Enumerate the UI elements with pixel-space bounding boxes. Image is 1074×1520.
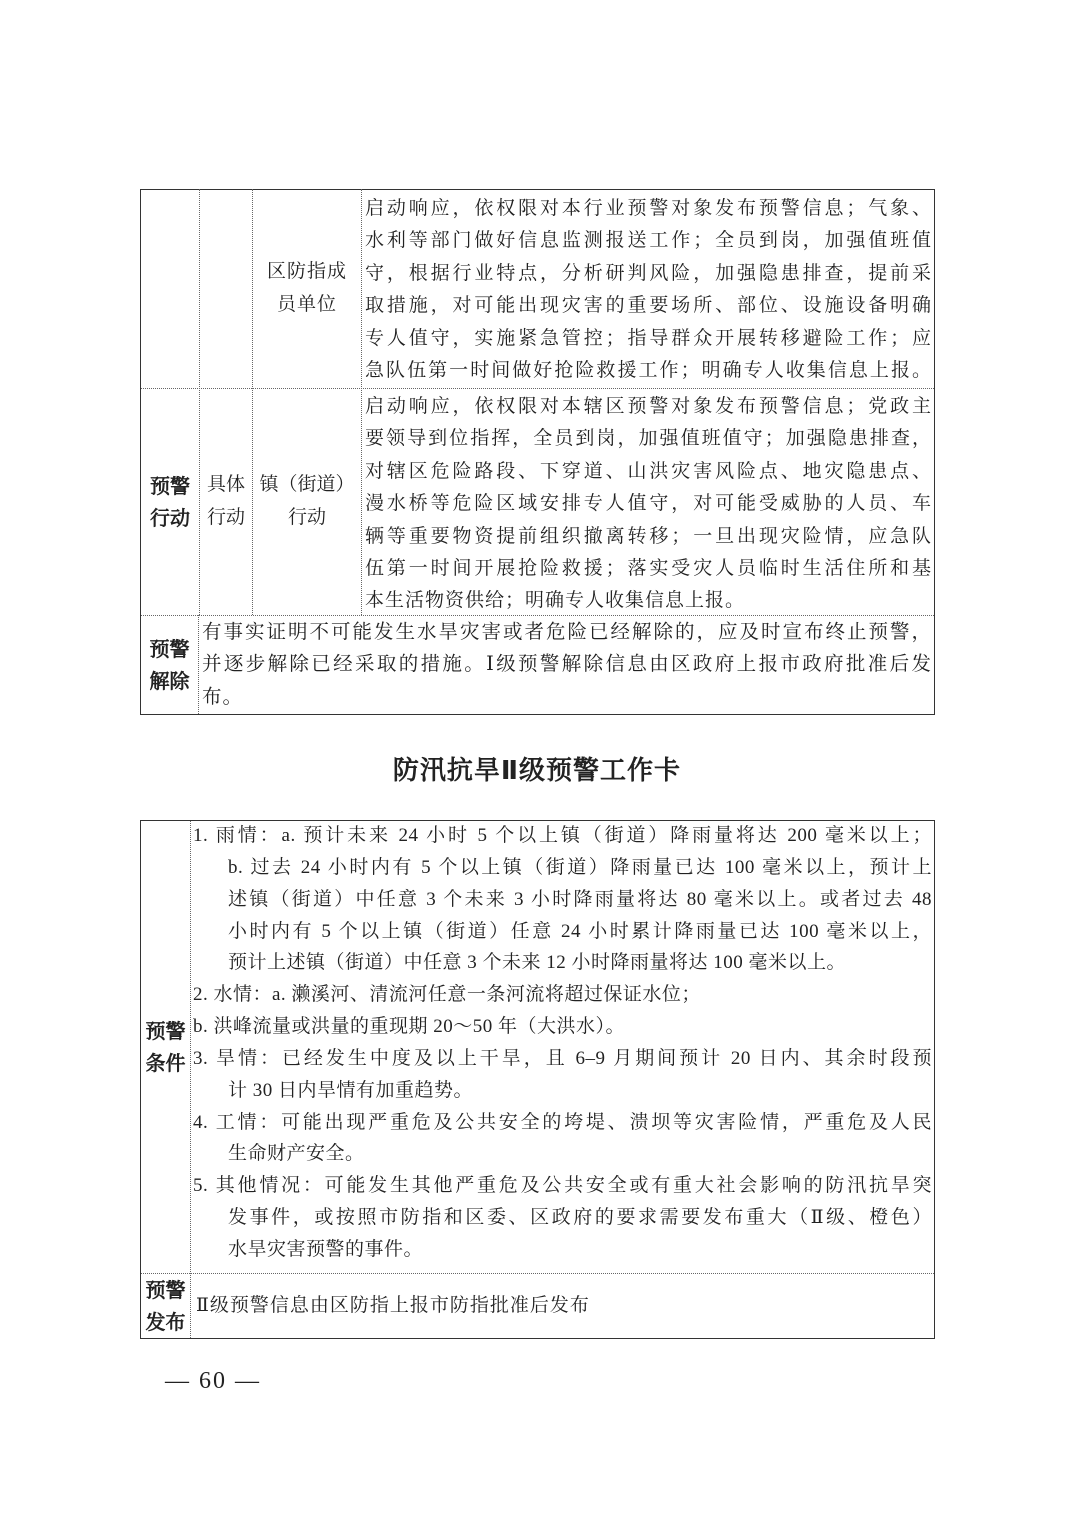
text-line: 生命财产安全。 bbox=[228, 1143, 365, 1165]
publish-text: Ⅱ级预警信息由区防指上报市防指批准后发布 bbox=[196, 1295, 590, 1316]
text-line: 5. 其他情况：可能发生其他严重危及公共安全或有重大社会影响的防汛抗旱突 bbox=[193, 1175, 932, 1197]
page-number: — 60 — bbox=[165, 1368, 261, 1394]
text-line: 水利等部门做好信息监测报送工作；全员到岗，加强值班值 bbox=[365, 230, 932, 252]
text-line: 发事件，或按照市防指和区委、区政府的要求需要发布重大（Ⅱ级、橙色） bbox=[228, 1207, 932, 1229]
text-line: 并逐步解除已经采取的措施。Ⅰ级预警解除信息由区政府上报市政府批准后发 bbox=[202, 654, 932, 676]
text-line: 对辖区危险路段、下穿道、山洪灾害风险点、地灾隐患点、 bbox=[365, 460, 932, 482]
text-line: 水旱灾害预警的事件。 bbox=[228, 1238, 424, 1260]
text-line: 守，根据行业特点，分析研判风险，加强隐患排查，提前采 bbox=[365, 262, 932, 284]
text-line: 计 30 日内旱情有加重趋势。 bbox=[228, 1079, 474, 1101]
text-line: b. 洪峰流量或洪量的重现期 20～50 年（大洪水）。 bbox=[193, 1016, 626, 1038]
text-line: 伍第一时间开展抢险救援；落实受灾人员临时生活住所和基 bbox=[365, 557, 932, 579]
text-line: 布。 bbox=[202, 686, 244, 708]
text-line: 小时内有 5 个以上镇（街道）任意 24 小时累计降雨量已达 100 毫米以上， bbox=[228, 920, 932, 942]
text-line: 漫水桥等危险区域安排专人值守，对可能受威胁的人员、车 bbox=[365, 493, 932, 515]
text-line: 启动响应，依权限对本行业预警对象发布预警信息；气象、 bbox=[365, 198, 932, 219]
text-line: 1. 雨情：a. 预计未来 24 小时 5 个以上镇（街道）降雨量将达 200 毫米以上； bbox=[193, 825, 932, 846]
divider bbox=[190, 821, 191, 1338]
town-actions bbox=[365, 391, 932, 618]
text-line: 辆等重要物资提前组织撤离转移；一旦出现灾险情，应急队 bbox=[365, 525, 932, 547]
divider bbox=[141, 1273, 934, 1274]
text-line: 3. 旱情：已经发生中度及以上干旱，且 6–9 月期间预计 20 日内、其余时段预 bbox=[193, 1047, 932, 1069]
text-line: 4. 工情：可能出现严重危及公共安全的垮堤、溃坝等灾害险情，严重危及人民 bbox=[193, 1111, 932, 1133]
release-text bbox=[202, 617, 932, 714]
text-line: 2. 水情：a. 濑溪河、清流河任意一条河流将超过保证水位； bbox=[193, 984, 701, 1006]
text-line: 专人值守，实施紧急管控；指导群众开展转移避险工作；应 bbox=[365, 327, 932, 349]
member-units-label: 区防指成员单位 bbox=[266, 261, 347, 315]
conditions-list bbox=[193, 820, 932, 1266]
conditions-label: 预警条件 bbox=[145, 1019, 186, 1075]
text-line: 有事实证明不可能发生水旱灾害或者危险已经解除的，应及时宣布终止预警， bbox=[202, 622, 932, 643]
text-line: b. 过去 24 小时内有 5 个以上镇（街道）降雨量已达 100 毫米以上，预计上 bbox=[228, 856, 932, 878]
text-line: 预计上述镇（街道）中任意 3 个未来 12 小时降雨量将达 100 毫米以上。 bbox=[228, 952, 847, 974]
text-line: 急队伍第一时间做好抢险救援工作；明确专人收集信息上报。 bbox=[365, 359, 932, 381]
text-line: 述镇（街道）中任意 3 个未来 3 小时降雨量将达 80 毫米以上。或者过去 48 bbox=[228, 888, 932, 910]
publish-label: 预警发布 bbox=[145, 1277, 186, 1334]
text-line: 启动响应，依权限对本辖区预警对象发布预警信息；党政主 bbox=[365, 396, 932, 417]
warning-action-label: 预警行动 bbox=[150, 473, 190, 530]
text-line: 取措施，对可能出现灾害的重要场所、部位、设施设备明确 bbox=[365, 295, 932, 317]
text-line: 本生活物资供给；明确专人收集信息上报。 bbox=[365, 590, 746, 612]
member-units-actions bbox=[365, 193, 932, 387]
divider bbox=[361, 189, 362, 615]
divider bbox=[198, 615, 199, 714]
release-label: 预警解除 bbox=[149, 636, 190, 693]
text-line: 要领导到位指挥，全员到岗，加强值班值守；加强隐患排查， bbox=[365, 428, 932, 450]
card-title: 防汛抗旱Ⅱ级预警工作卡 bbox=[392, 756, 682, 786]
town-action-label: 镇（街道）行动 bbox=[259, 474, 355, 528]
specific-action-label: 具体行动 bbox=[206, 474, 245, 528]
